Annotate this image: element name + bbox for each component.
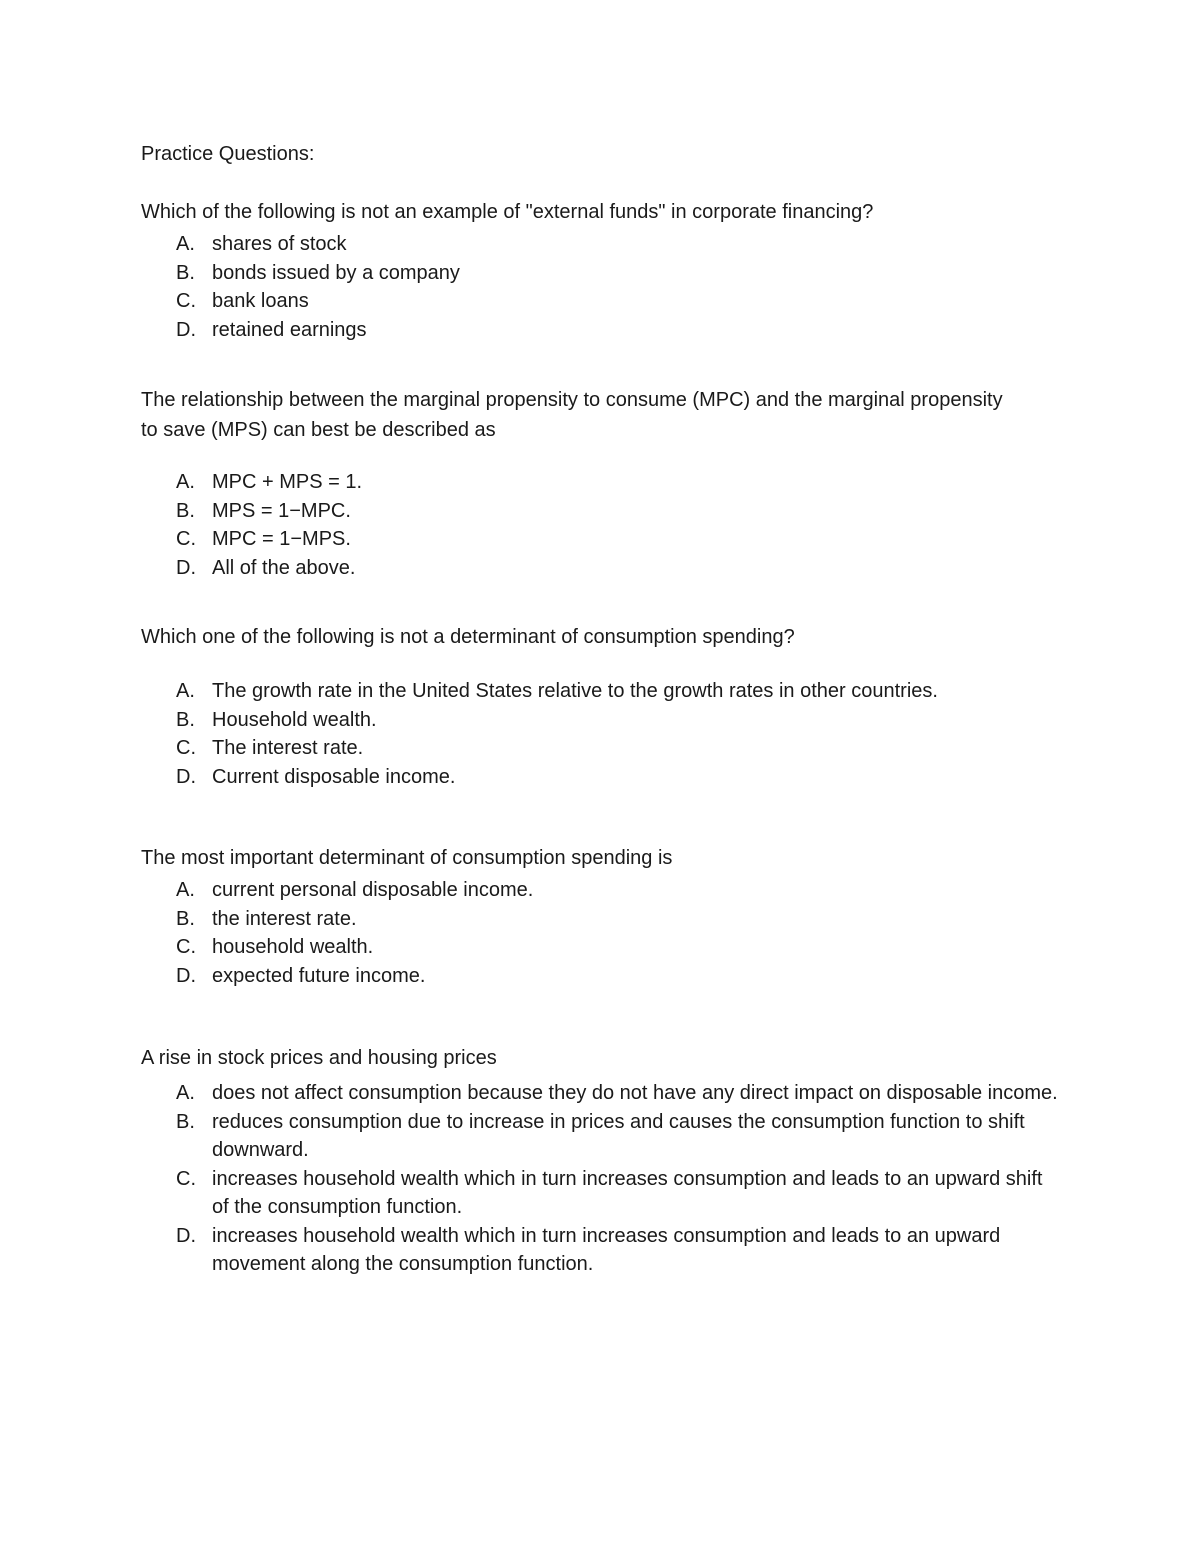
option-letter: B. [176, 261, 195, 284]
option-b [141, 905, 1062, 934]
question-2 [141, 385, 1021, 582]
option-a [141, 876, 1062, 905]
option-a [141, 468, 1062, 497]
question-stem: Which one of the following is not a determinant of consumption spending? [141, 626, 795, 648]
answer-options [141, 876, 1021, 990]
option-letter: A. [176, 233, 195, 255]
option-text: current personal disposable income. [212, 879, 534, 901]
question-4 [141, 843, 1021, 990]
option-text: the interest rate. [212, 907, 357, 930]
option-text: Household wealth. [212, 708, 377, 731]
option-text: increases household wealth which in turn increases consumption and leads to an upward shift of the consumption function. [212, 1167, 1043, 1218]
option-letter: D. [176, 964, 196, 987]
option-text: household wealth. [212, 936, 374, 958]
option-text: increases household wealth which in turn increases consumption and leads to an upward movement along the consumption function. [212, 1224, 1001, 1275]
option-letter: A. [176, 680, 195, 702]
option-letter: D. [176, 318, 196, 341]
question-3 [141, 622, 1021, 791]
answer-options [141, 468, 1021, 582]
page-title: Practice Questions: [141, 143, 315, 165]
option-letter: C. [176, 737, 196, 759]
answer-options [141, 677, 1021, 791]
option-letter: D. [176, 556, 196, 579]
option-text: shares of stock [212, 233, 347, 255]
option-letter: C. [176, 528, 196, 550]
option-letter: C. [176, 936, 196, 958]
question-1 [141, 197, 1021, 344]
option-c [141, 1165, 1062, 1222]
option-b [141, 1108, 1062, 1165]
answer-options [141, 1079, 1058, 1279]
option-text: retained earnings [212, 318, 367, 341]
option-b [141, 497, 1062, 526]
option-text: MPS = 1−MPC. [212, 499, 351, 522]
option-text: bank loans [212, 290, 309, 312]
option-text: bonds issued by a company [212, 261, 460, 284]
question-stem: Which of the following is not an example of "external funds" in corporate financing? [141, 201, 874, 223]
option-letter: C. [176, 1167, 196, 1190]
option-text: MPC + MPS = 1. [212, 471, 363, 493]
option-b [141, 259, 1062, 288]
option-d [141, 554, 1062, 583]
question-5 [141, 1043, 1058, 1279]
option-letter: B. [176, 499, 195, 522]
question-stem: The most important determinant of consumption spending is [141, 847, 673, 869]
option-a [141, 677, 1062, 706]
option-d [141, 763, 1062, 792]
option-c [141, 933, 1062, 962]
question-stem: A rise in stock prices and housing prices [141, 1047, 497, 1069]
option-text: Current disposable income. [212, 765, 456, 788]
option-d [141, 962, 1062, 991]
option-letter: C. [176, 290, 196, 312]
option-text: does not affect consumption because they do not have any direct impact on disposable income. [212, 1082, 1058, 1104]
answer-options [141, 230, 1021, 344]
option-c [141, 287, 1062, 316]
option-text: The interest rate. [212, 737, 364, 759]
option-letter: B. [176, 907, 195, 930]
option-text: All of the above. [212, 556, 356, 579]
option-text: MPC = 1−MPS. [212, 528, 351, 550]
option-letter: B. [176, 1110, 195, 1133]
option-c [141, 734, 1062, 763]
option-d [141, 1222, 1062, 1279]
option-letter: D. [176, 765, 196, 788]
option-a [141, 1079, 1062, 1108]
option-letter: A. [176, 471, 195, 493]
option-d [141, 316, 1062, 345]
option-b [141, 706, 1062, 735]
option-letter: A. [176, 1082, 195, 1104]
option-letter: A. [176, 879, 195, 901]
option-letter: B. [176, 708, 195, 731]
option-c [141, 525, 1062, 554]
option-letter: D. [176, 1224, 196, 1247]
question-stem: The relationship between the marginal propensity to consume (MPC) and the marginal propensity to save (MPS) can best be described as [141, 389, 1003, 441]
option-a [141, 230, 1062, 259]
option-text: reduces consumption due to increase in prices and causes the consumption function to shift downward. [212, 1110, 1025, 1161]
option-text: expected future income. [212, 964, 426, 987]
option-text: The growth rate in the United States relative to the growth rates in other countries. [212, 680, 938, 702]
